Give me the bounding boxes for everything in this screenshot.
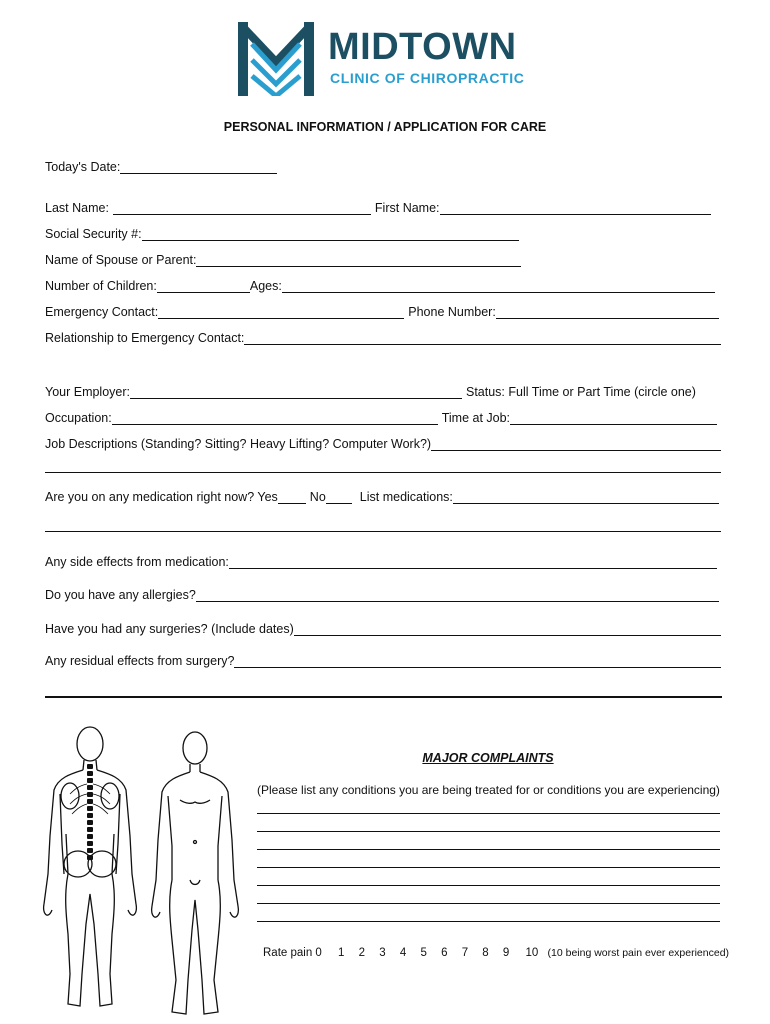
- row-medication: [45, 486, 719, 504]
- side-effects-label: Any side effects from medication:: [45, 555, 229, 569]
- row-children: [45, 275, 715, 293]
- medications-line-2[interactable]: [45, 531, 721, 532]
- complaint-line-4[interactable]: [257, 867, 720, 868]
- pain-scale-label: Rate pain 0: [263, 947, 322, 959]
- time-at-job-field[interactable]: [510, 413, 717, 425]
- spouse-label: Name of Spouse or Parent:: [45, 253, 197, 267]
- ages-label: Ages:: [249, 279, 282, 293]
- todays-date-field[interactable]: [120, 162, 277, 174]
- pain-option-7[interactable]: 7: [461, 947, 469, 959]
- children-field[interactable]: [157, 281, 250, 293]
- job-description-label: Job Descriptions (Standing? Sitting? Heavy Lifting? Computer Work?): [45, 437, 432, 451]
- complaint-line-7[interactable]: [257, 921, 720, 922]
- front-body-icon: [150, 730, 240, 1020]
- row-occupation: [45, 407, 717, 425]
- pain-option-9[interactable]: 9: [502, 947, 510, 959]
- pain-option-6[interactable]: 6: [441, 947, 448, 959]
- last-name-field[interactable]: [113, 203, 371, 215]
- phone-field[interactable]: [496, 307, 719, 319]
- job-description-line-2[interactable]: [45, 472, 721, 473]
- pain-option-5[interactable]: 5: [420, 947, 427, 959]
- todays-date-label: Today's Date:: [45, 160, 121, 174]
- complaints-instructions: (Please list any conditions you are being treated for or conditions you are experiencing): [257, 783, 720, 797]
- complaint-line-2[interactable]: [257, 831, 720, 832]
- allergies-field[interactable]: [196, 590, 719, 602]
- medication-no-label: No: [309, 490, 326, 504]
- row-surgeries: [45, 618, 721, 636]
- first-name-label: First Name:: [374, 201, 440, 215]
- major-complaints-title: MAJOR COMPLAINTS: [422, 751, 554, 765]
- employer-field[interactable]: [130, 387, 462, 399]
- ages-field[interactable]: [282, 281, 715, 293]
- complaint-line-1[interactable]: [257, 813, 720, 814]
- medication-no-field[interactable]: [326, 492, 352, 504]
- side-effects-field[interactable]: [229, 557, 717, 569]
- residual-label: Any residual effects from surgery?: [45, 654, 235, 668]
- time-at-job-label: Time at Job:: [441, 411, 511, 425]
- job-description-field[interactable]: [431, 439, 721, 451]
- pain-option-3[interactable]: 3: [379, 947, 386, 959]
- list-medications-field[interactable]: [453, 492, 719, 504]
- row-emergency: [45, 301, 719, 319]
- relationship-field[interactable]: [244, 333, 721, 345]
- pain-option-4[interactable]: 4: [399, 947, 407, 959]
- brand-tagline: CLINIC OF CHIROPRACTIC: [330, 70, 525, 86]
- form-title: PERSONAL INFORMATION / APPLICATION FOR CARE: [223, 120, 547, 134]
- row-relationship: [45, 327, 721, 345]
- relationship-label: Relationship to Emergency Contact:: [45, 331, 245, 345]
- complaint-line-6[interactable]: [257, 903, 720, 904]
- pain-option-10[interactable]: 10: [525, 947, 539, 959]
- back-body-spine-icon: [40, 724, 140, 1020]
- ssn-field[interactable]: [142, 229, 519, 241]
- row-employer: [45, 381, 705, 399]
- employer-label: Your Employer:: [45, 385, 130, 399]
- occupation-label: Occupation:: [45, 411, 112, 425]
- last-name-label: Last Name:: [45, 201, 109, 215]
- row-todays-date: [45, 156, 285, 174]
- row-spouse: [45, 249, 521, 267]
- row-name: [45, 197, 711, 215]
- row-residual: [45, 650, 721, 668]
- children-label: Number of Children:: [45, 279, 157, 293]
- surgeries-label: Have you had any surgeries? (Include dates): [45, 622, 294, 636]
- emergency-contact-label: Emergency Contact:: [45, 305, 159, 319]
- status-label: Status: Full Time or Part Time (circle one): [466, 385, 696, 399]
- brand-name: MIDTOWN: [328, 26, 517, 68]
- emergency-contact-field[interactable]: [158, 307, 404, 319]
- pain-option-8[interactable]: 8: [482, 947, 489, 959]
- spouse-field[interactable]: [196, 255, 521, 267]
- midtown-logo-icon: [238, 22, 314, 96]
- occupation-field[interactable]: [112, 413, 438, 425]
- complaint-line-5[interactable]: [257, 885, 720, 886]
- complaint-line-3[interactable]: [257, 849, 720, 850]
- allergies-label: Do you have any allergies?: [45, 588, 196, 602]
- section-divider: [45, 696, 722, 698]
- pain-scale-note: (10 being worst pain ever experienced): [547, 947, 730, 959]
- first-name-field[interactable]: [440, 203, 711, 215]
- pain-option-2[interactable]: 2: [358, 947, 366, 959]
- row-job-description: [45, 433, 721, 451]
- surgeries-field[interactable]: [294, 624, 721, 636]
- row-side-effects: [45, 551, 717, 569]
- medication-yes-field[interactable]: [278, 492, 306, 504]
- row-allergies: [45, 584, 719, 602]
- pain-option-1[interactable]: 1: [338, 947, 345, 959]
- phone-label: Phone Number:: [408, 305, 496, 319]
- pain-scale: [263, 946, 729, 960]
- residual-field[interactable]: [234, 656, 721, 668]
- medication-label: Are you on any medication right now? Yes: [45, 490, 278, 504]
- list-medications-label: List medications:: [359, 490, 453, 504]
- ssn-label: Social Security #:: [45, 227, 142, 241]
- row-ssn: [45, 223, 519, 241]
